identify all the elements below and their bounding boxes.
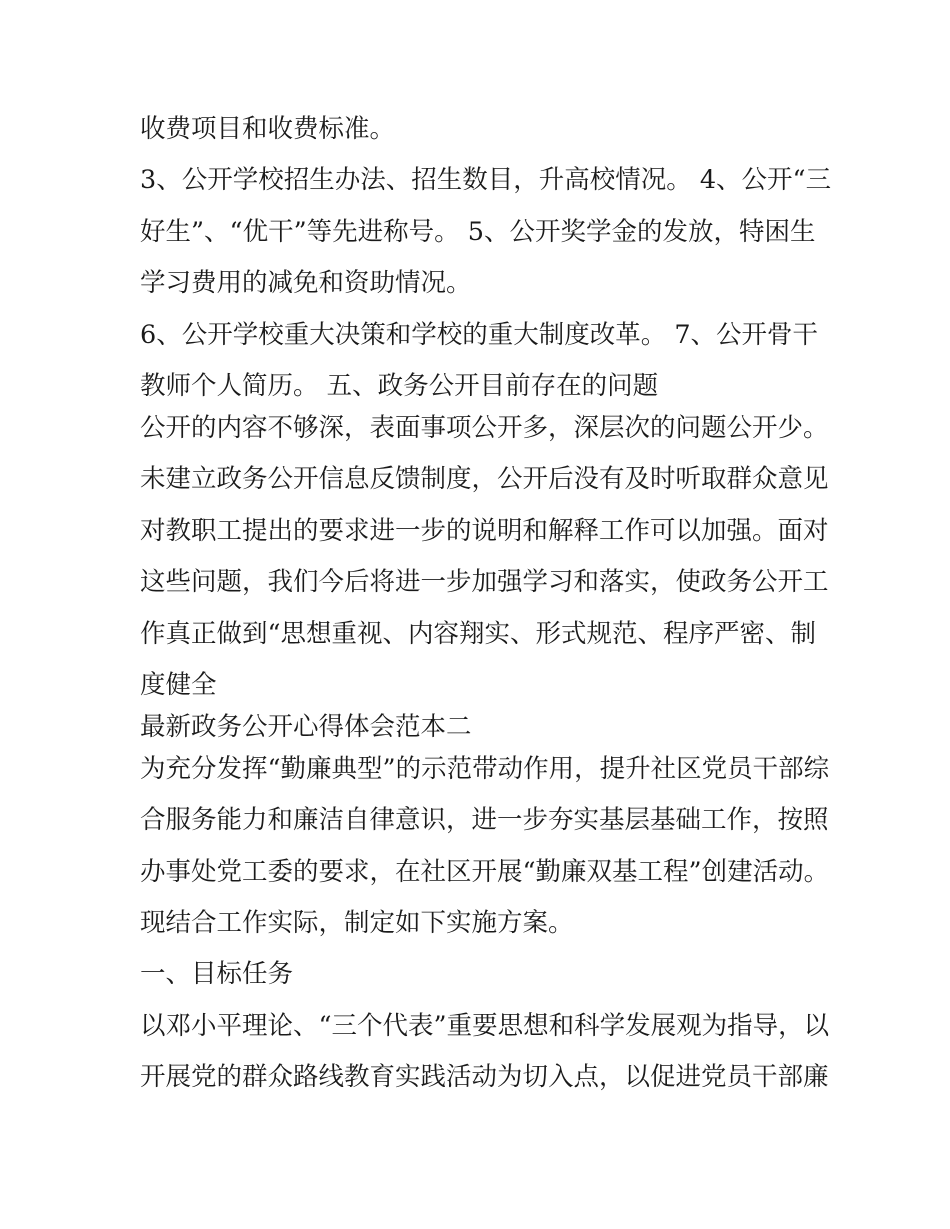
text-line: 现结合工作实际，制定如下实施方案。 bbox=[140, 908, 574, 939]
section-heading: 最新政务公开心得体会范本二 bbox=[140, 711, 472, 742]
text-line: 开展党的群众路线教育实践活动为切入点，以促进党员干部廉 bbox=[140, 1062, 829, 1093]
text-line: 合服务能力和廉洁自律意识，进一步夯实基层基础工作，按照 bbox=[140, 805, 829, 836]
text-line: 办事处党工委的要求，在社区开展“勤廉双基工程”创建活动。 bbox=[140, 856, 830, 887]
text-line: 作真正做到“思想重视、内容翔实、形式规范、程序严密、制 bbox=[140, 618, 817, 649]
text-line: 收费项目和收费标准。 bbox=[140, 114, 396, 144]
text-line: 未建立政务公开信息反馈制度，公开后没有及时听取群众意见 bbox=[140, 464, 829, 495]
text-line: 以邓小平理论、“三个代表”重要思想和科学发展观为指导，以 bbox=[140, 1010, 830, 1041]
text-line: 公开的内容不够深，表面事项公开多，深层次的问题公开少。 bbox=[140, 412, 829, 443]
text-line: 度健全 bbox=[140, 669, 217, 700]
document-body bbox=[140, 107, 832, 1107]
text-line: 为充分发挥“勤廉典型”的示范带动作用，提升社区党员干部综 bbox=[140, 753, 830, 784]
text-line: 6、公开学校重大决策和学校的重大制度改革。 7、公开骨干 bbox=[140, 319, 819, 350]
text-line: 教师个人简历。 五、政务公开目前存在的问题 bbox=[140, 370, 659, 401]
text-line: 对教职工提出的要求进一步的说明和解释工作可以加强。面对 bbox=[140, 515, 829, 546]
text-line: 学习费用的减免和资助情况。 bbox=[140, 268, 472, 299]
text-line: 3、公开学校招生办法、招生数目，升高校情况。 4、公开“三 bbox=[140, 165, 832, 196]
text-line: 这些问题，我们今后将进一步加强学习和落实，使政务公开工 bbox=[140, 567, 829, 598]
text-line: 好生”、“优干”等先进称号。 5、公开奖学金的发放，特困生 bbox=[140, 216, 816, 247]
section-heading: 一、目标任务 bbox=[140, 959, 294, 990]
